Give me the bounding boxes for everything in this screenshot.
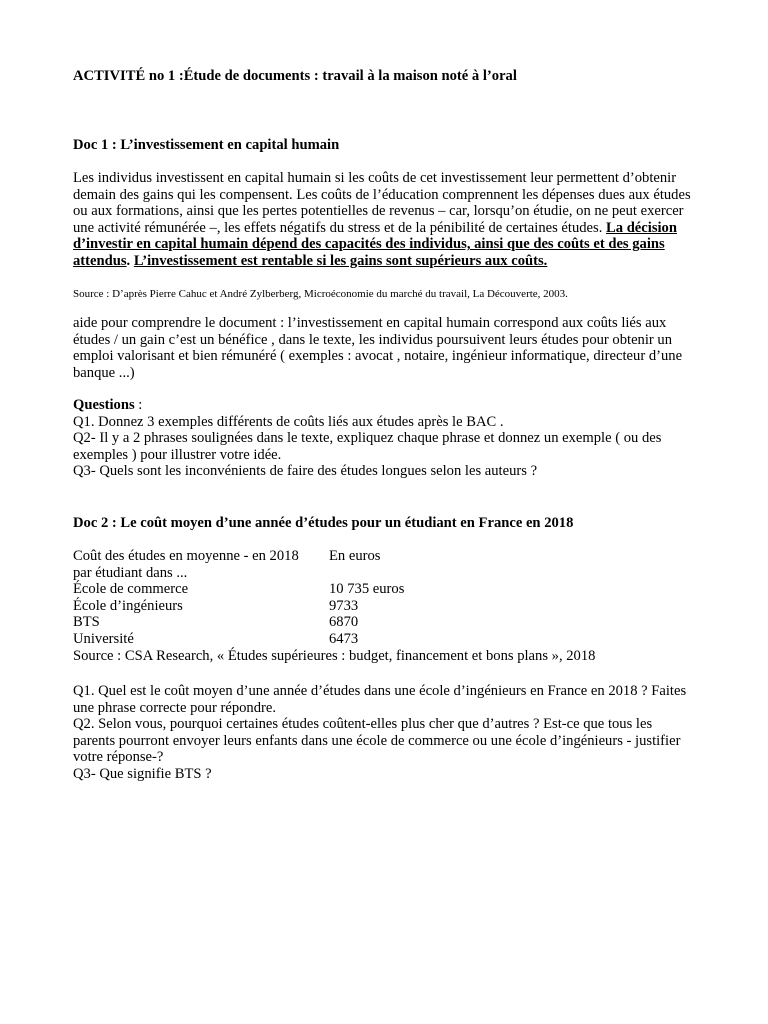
questions-label: Questions	[73, 397, 135, 413]
table-cell-value: 10 735 euros	[329, 581, 405, 598]
activity-title: ACTIVITÉ no 1 :Étude de documents : travail à la maison noté à l’oral	[73, 68, 517, 84]
doc1-question-2: Q2- Il y a 2 phrases soulignées dans le texte, expliquez chaque phrase et donnez un exemple ( ou des exemples ) pour illustrer votre idée.	[73, 430, 662, 463]
doc1-questions	[73, 397, 695, 480]
table-header-row	[73, 548, 695, 565]
doc1-question-1: Q1. Donnez 3 exemples différents de coûts liés aux études après le BAC .	[73, 413, 504, 430]
questions-heading	[73, 397, 695, 414]
doc1-help-text: aide pour comprendre le document : l’investissement en capital humain correspond aux coûts liés aux études / un gain c’est un bénéfice , dans le texte, les individus poursuivent leurs études pour obtenir un emploi valorisant et bien rémunéré ( exemples : avocat , notaire, ingénieur informatique, directeur d’une banque ...)	[73, 315, 683, 381]
table-cell-value: 9733	[329, 597, 359, 614]
questions-colon: :	[134, 397, 143, 413]
doc2-questions	[73, 683, 695, 783]
doc1-source: Source : D’après Pierre Cahuc et André Zylberberg, Microéconomie du marché du travail, La Découverte, 2003.	[73, 288, 568, 300]
table-header-col1-line2: par étudiant dans ...	[73, 564, 188, 581]
table-header-col1: Coût des études en moyenne - en 2018	[73, 548, 299, 564]
doc1-underlined-sentence-2: L’investissement est rentable si les gains sont supérieurs aux coûts.	[133, 252, 548, 269]
doc1-paragraph	[73, 170, 695, 270]
doc2-cost-table	[73, 548, 695, 664]
doc1-underlined-sentence-1: La décision d’investir en capital humain dépend des capacités des individus, ainsi que des coûts et des gains attendus	[73, 219, 677, 269]
table-cell-label: BTS	[73, 614, 100, 631]
table-cell-label: Université	[73, 630, 134, 647]
table-header-col2: En euros	[329, 548, 381, 564]
table-cell-value: 6870	[329, 614, 359, 631]
table-cell-value: 6473	[329, 630, 359, 647]
doc2-title: Doc 2 : Le coût moyen d’une année d’études pour un étudiant en France en 2018	[73, 515, 574, 531]
table-row	[73, 631, 695, 648]
doc1-title: Doc 1 : L’investissement en capital humain	[73, 137, 340, 153]
doc2-question-1: Q1. Quel est le coût moyen d’une année d’études dans une école d’ingénieurs en France en 2018 ? Faites une phrase correcte pour répondre.	[73, 683, 687, 716]
doc1-question-3: Q3- Quels sont les inconvénients de faire des études longues selon les auteurs ?	[73, 463, 538, 480]
doc2-question-3: Q3- Que signifie BTS ?	[73, 765, 212, 782]
doc2-source: Source : CSA Research, « Études supérieures : budget, financement et bons plans », 2018	[73, 647, 596, 664]
table-row	[73, 614, 695, 631]
table-row	[73, 598, 695, 615]
table-cell-label: École de commerce	[73, 581, 189, 598]
doc2-question-2: Q2. Selon vous, pourquoi certaines études coûtent-elles plus cher que d’autres ? Est-ce que tous les parents pourront envoyer leurs enfants dans une école de commerce ou une école d’ingénieurs - justifier votre réponse-?	[73, 716, 681, 766]
table-header-row-2	[73, 565, 695, 582]
table-cell-label: École d’ingénieurs	[73, 597, 183, 614]
doc1-text: Les individus investissent en capital humain si les coûts de cet investissement leur permettent d’obtenir demain des gains qui les compensent. Les coûts de l’éducation comprennent les dépenses dues aux études ou aux formations, ainsi que les pertes potentielles de revenus – car, lorsqu’on étudie, on ne peut exercer une activité rémunérée –, les effets négatifs du stress et de la pénibilité de certaines études.	[73, 170, 691, 236]
table-row	[73, 581, 695, 598]
doc1-separator: .	[126, 252, 134, 269]
